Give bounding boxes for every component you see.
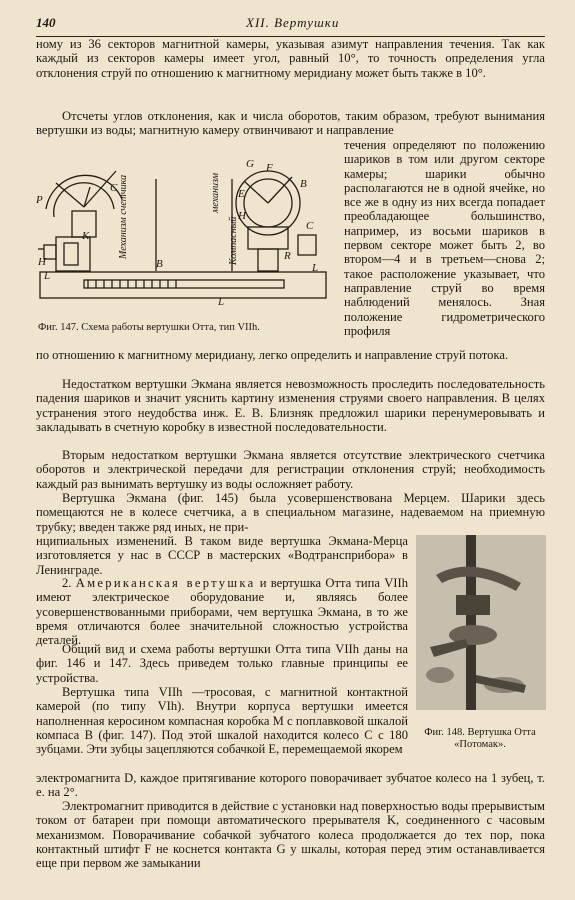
paragraph-8-end: электромагнита D, каждое притягивание которого поворачивает зубчатое колесо на 1 зубец, т. е. на 2°. [36,771,545,800]
figure-147-caption: Фиг. 147. Схема работы вертушки Отта, тип VIIh. [38,322,260,333]
label-counter-mechanism: Механизм счетчика [118,174,129,259]
current-meter-image [416,535,546,710]
paragraph-3: Недостатком вертушки Экмана является невозможность проследить последовательность падения шариков и значит уяснить картину изменения струями своего направления. В целях устранения этого неудобства инж. Е. В. Близняк предложил шарики перенумеровывать и закладывать в счетную коробку в известной последовательности. [36,377,545,434]
label-compass-mechanism-bottom: Компасный [228,216,239,265]
label-c-left: C [110,182,118,194]
label-b-bottom: B [156,258,163,270]
paragraph-6: 2. Американская вертушка и вертушка Отта типа VIIh имеют электрическое оборудование и, являясь более усовершенствованными приборами, чем вертушка Экмана, в то же время отличаются более значительной сложностью устройства деталей. [36,576,408,648]
running-header [36,14,545,37]
label-l-left: L [44,270,51,282]
label-b-right: B [300,178,307,190]
figure-148-caption: Фиг. 148. Вертушка Отта «Потомак». [424,727,536,750]
paragraph-2-end: по отношению к магнитному меридиану, легко определить и направление струй потока. [36,348,509,362]
label-g: G [246,158,254,170]
paragraph-9: Электромагнит приводится в действие с установки над поверхностью воды прерывистым током от батареи при помощи автоматического прерывателя K, соединенного с часовым механизмом. Поворачивание собачкой зубчатого колеса продолжается до тех пор, пока контактный штифт F не коснется контакта G у шкалы, которая перед этим останавливается еще при первом же замыкании [36,799,545,871]
paragraph-4: Вторым недостатком вертушки Экмана является отсутствие электрического счетчика оборотов и электрической передачи для регистрации отклонения струй; необходимость каждый раз вынимать вертушку из воды осложняет работу. [36,448,545,491]
paragraph-7: Общий вид и схема работы вертушки Отта типа VIIh даны на фиг. 146 и 147. Здесь приведем только главные принципы ее устройства. [36,642,408,685]
label-p: P [36,194,43,206]
paragraph-5-start: Вертушка Экмана (фиг. 145) была усовершенствована Мерцем. Шарики здесь помещаются не в колесе счетчика, а в специальном магазине, надеваемом на приемную трубку; введен также ряд иных, не при- [36,491,545,534]
chapter-title: XII. Вертушки [246,15,340,30]
label-f: F [266,162,273,174]
label-e: E [238,188,245,200]
label-l-bottom: L [218,296,225,308]
paragraph-5-wrap: нципиальных изменений. В таком виде вертушка Экмана-Мерца изготовляется у нас в СССР в мастерских «Водтрансприбора» в Ленинграде. [36,534,408,577]
figure-147-scheme [36,147,336,317]
paragraph-2-wrap: течения определяют по положению шариков в том или другом секторе камеры; шарики обычно располагаются не в одной ячейке, но все же в одну из них всегда попадает преобладающее большинство, например, из восьми шариков в первом секторе может быть 2, во втором—4 и в третьем—снова 2; такое расположение указывает, что направление струй во время наблюдений менялось. Зная положение гидрометрического профиля [344,138,545,338]
label-h-right: H [238,210,246,222]
paragraph-1: ному из 36 секторов магнитной камеры, указывая азимут направления течения. Так как каждый из секторов камеры имеет угол, равный 10°, то точность определения угла отклонения струй по отношению к магнитному меридиану может быть также в 10°. [36,37,545,80]
label-l-right: L [312,262,319,274]
paragraph-2-start: Отсчеты углов отклонения, как и числа оборотов, таким образом, требуют вынимания вертушки из воды; магнитную камеру отвинчивают и направление [36,109,545,138]
label-k: K [82,230,90,242]
label-h-left: H [38,256,46,268]
label-compass-mechanism-top: механизм [210,173,221,213]
page-number: 140 [36,15,56,30]
label-r: R [284,250,291,262]
figure-148-photo [416,535,546,710]
paragraph-8-wrap: Вертушка типа VIIh —тросовая, с магнитной контактной камерой (по типу VIh). Внутри корпуса вертушки имеется наполненная керосином компасная коробка M с поплавковой шкалой компаса B (фиг. 147). Под этой шкалой находится колесо C с 180 зубцами. Эти зубцы зацепляются собачкой E, перемещаемой якорем [36,685,408,757]
label-c-right: C [306,220,314,232]
